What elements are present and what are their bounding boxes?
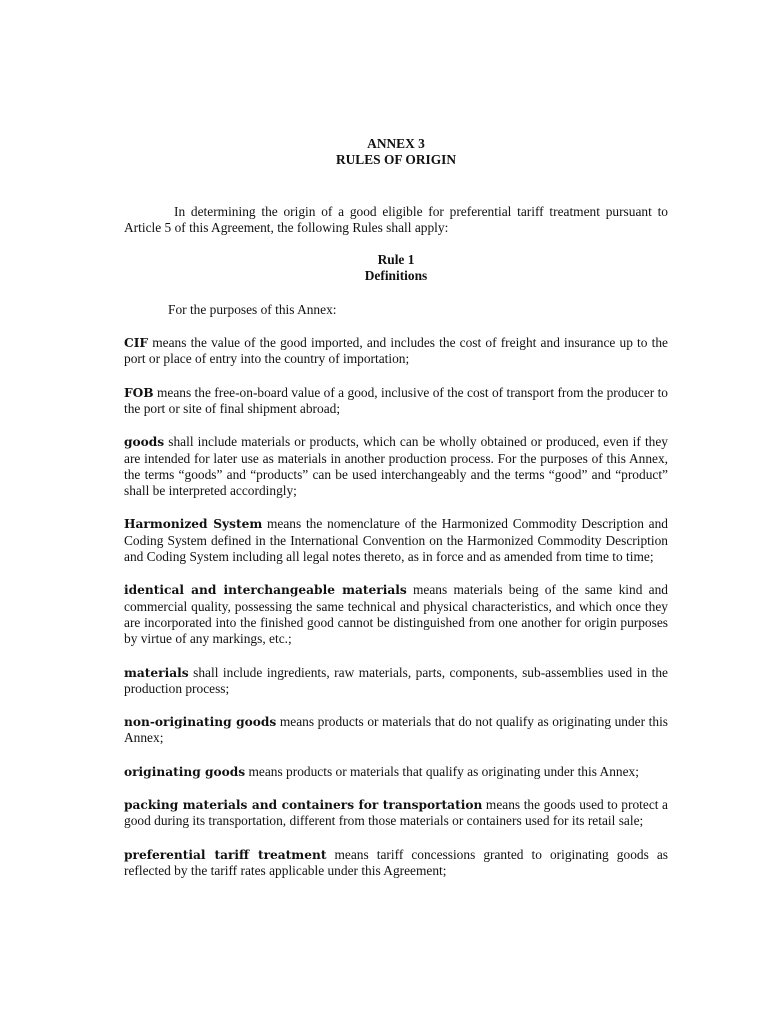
definition-text: means the goods used to protect a good during its transportation, different from those materials or containers used for its retail sale;	[124, 797, 668, 829]
definition-text: means products or materials that qualify as originating under this Annex;	[245, 763, 639, 779]
definition-non-originating-goods	[124, 714, 668, 747]
definition-term: CIF	[124, 336, 149, 351]
definition-goods	[124, 434, 668, 499]
definition-term: non-originating goods	[124, 715, 277, 730]
definition-originating-goods	[124, 764, 668, 780]
definition-term: packing materials and containers for transportation	[124, 798, 483, 813]
definition-term: preferential tariff treatment	[124, 847, 327, 862]
annex-number: ANNEX 3	[367, 136, 425, 151]
definition-text: shall include materials or products, which can be wholly obtained or produced, even if they are intended for later use as materials in another production process. For the purposes of this Annex, the terms “goods” and “products” can be used interchangeably and the terms “good” and “product” shall be interpreted accordingly;	[124, 434, 668, 499]
annex-title: RULES OF ORIGIN	[335, 152, 457, 168]
definition-term: materials	[124, 665, 189, 680]
definition-packing-materials	[124, 797, 668, 830]
purpose-paragraph: For the purposes of this Annex:	[168, 301, 337, 317]
definition-term: FOB	[124, 385, 154, 400]
definition-harmonized-system	[124, 516, 668, 565]
definition-text: means the value of the good imported, and includes the cost of freight and insurance up to the port or place of entry into the country of importation;	[124, 335, 668, 367]
rule-number: Rule 1	[377, 252, 415, 268]
definition-term: Harmonized System	[124, 517, 263, 532]
definition-term: goods	[124, 435, 165, 450]
definition-text: means the free-on-board value of a good, inclusive of the cost of transport from the producer to the port or site of final shipment abroad;	[124, 384, 668, 416]
definition-text: means materials being of the same kind and commercial quality, possessing the same technical and physical characteristics, and which once they are incorporated into the finished good cannot be distinguished from one another for origin purposes by virtue of any markings, etc.;	[124, 582, 668, 647]
definition-fob	[124, 385, 668, 418]
rule-title: Definitions	[364, 268, 428, 284]
definition-identical-materials	[124, 582, 668, 647]
definition-materials	[124, 665, 668, 698]
document-page	[124, 136, 668, 879]
definition-text: means the nomenclature of the Harmonized Commodity Description and Coding System defined in the International Convention on the Harmonized Commodity Description and Coding System including all legal notes thereto, as in force and as amended from time to time;	[124, 516, 669, 565]
definition-text: shall include ingredients, raw materials, parts, components, sub-assemblies used in the production process;	[124, 664, 668, 696]
definition-cif	[124, 335, 668, 368]
definition-term: originating goods	[124, 764, 246, 779]
definition-term: identical and interchangeable materials	[124, 583, 407, 598]
definition-text: means tariff concessions granted to originating goods as reflected by the tariff rates applicable under this Agreement;	[124, 846, 668, 878]
definition-text: means products or materials that do not qualify as originating under this Annex;	[124, 714, 668, 746]
intro-paragraph: In determining the origin of a good eligible for preferential tariff treatment pursuant to Article 5 of this Agreement, the following Rules shall apply:	[124, 203, 668, 235]
definition-preferential-tariff-treatment	[124, 847, 668, 880]
